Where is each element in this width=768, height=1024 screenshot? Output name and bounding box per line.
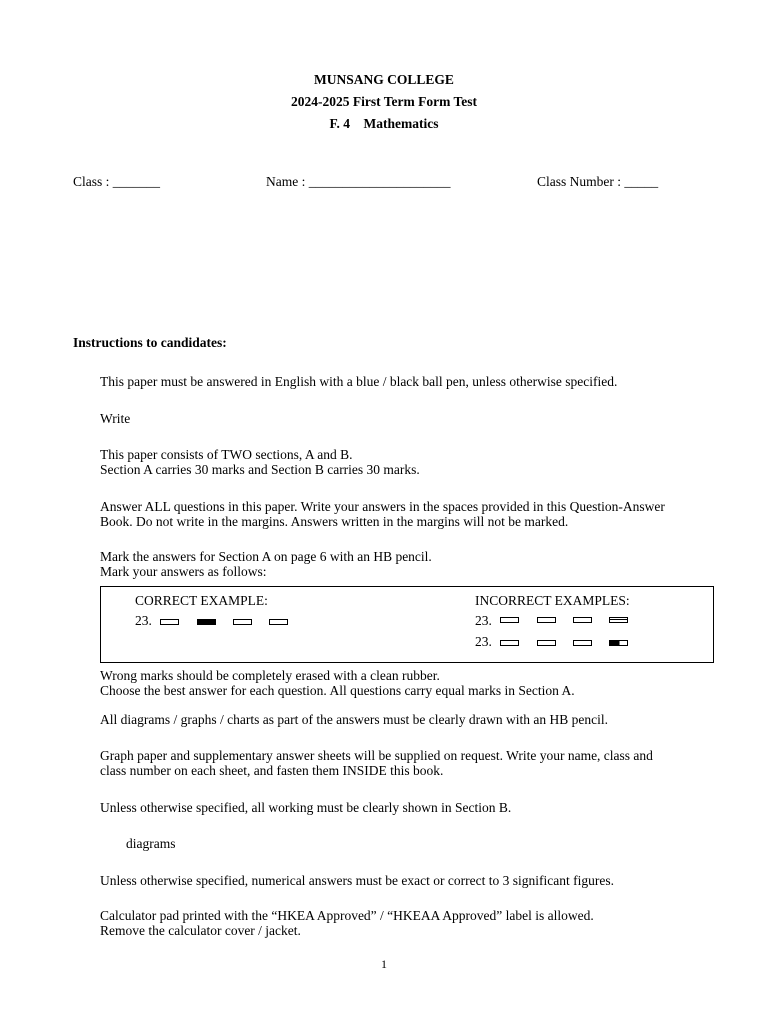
answer-bubble — [537, 640, 556, 646]
instruction-answer-all — [100, 499, 665, 529]
question-number: 23. — [475, 613, 492, 628]
form-subject — [0, 116, 768, 132]
instruction-calculator-line1: Calculator pad printed with the “HKEA Approved” / “HKEAA Approved” label is allowed. — [100, 908, 594, 923]
instruction-diagrams-note: diagrams — [126, 836, 176, 851]
answer-bubble — [233, 619, 252, 625]
answer-bubble — [160, 619, 179, 625]
instruction-erase — [100, 668, 575, 698]
name-field[interactable]: Name : _____________________ — [266, 174, 451, 189]
incorrect-example-row — [475, 634, 655, 650]
answer-bubble-striped — [609, 617, 628, 623]
instruction-sections-line2: Section A carries 30 marks and Section B carries 30 marks. — [100, 462, 420, 477]
instruction-graph-paper-line1: Graph paper and supplementary answer sheets will be supplied on request. Write your name, class and — [100, 748, 653, 763]
instruction-graph-paper-line2: class number on each sheet, and fasten them INSIDE this book. — [100, 763, 444, 778]
instruction-working: Unless otherwise specified, all working must be clearly shown in Section B. — [100, 800, 512, 815]
answer-bubble — [500, 617, 519, 623]
page-number: 1 — [381, 957, 387, 971]
instruction-erase-line2: Choose the best answer for each question. All questions carry equal marks in Section A. — [100, 683, 575, 698]
school-name: MUNSANG COLLEGE — [314, 72, 454, 87]
incorrect-examples-label: INCORRECT EXAMPLES: — [475, 593, 630, 608]
instruction-diagrams: All diagrams / graphs / charts as part of the answers must be clearly drawn with an HB pencil. — [100, 712, 608, 727]
instructions-heading: Instructions to candidates: — [73, 335, 227, 350]
answer-bubble — [269, 619, 288, 625]
answer-bubble-filled — [197, 619, 216, 625]
exam-title: 2024-2025 First Term Form Test — [291, 94, 477, 109]
incorrect-example-row — [475, 613, 655, 629]
marking-examples-box — [100, 586, 714, 663]
class-field[interactable]: Class : _______ — [73, 174, 161, 189]
instruction-answer-all-line1: Answer ALL questions in this paper. Write your answers in the spaces provided in this Question-Answer — [100, 499, 665, 514]
correct-example-row — [135, 613, 315, 629]
answer-bubble — [537, 617, 556, 623]
instruction-calculator — [100, 908, 594, 938]
form-label: F. 4 — [329, 116, 351, 131]
class-number-field[interactable]: Class Number : _____ — [537, 174, 659, 189]
instruction-sections-line1: This paper consists of TWO sections, A and B. — [100, 447, 353, 462]
instruction-erase-line1: Wrong marks should be completely erased with a clean rubber. — [100, 668, 440, 683]
instruction-graph-paper — [100, 748, 653, 778]
instruction-marking — [100, 549, 432, 579]
answer-bubble-partial — [609, 640, 628, 646]
instruction-language: This paper must be answered in English with a blue / black ball pen, unless otherwise specified. — [100, 374, 618, 389]
instruction-marking-line2: Mark your answers as follows: — [100, 564, 267, 579]
question-number: 23. — [475, 634, 492, 649]
correct-example-label: CORRECT EXAMPLE: — [135, 593, 268, 608]
instruction-numerical: Unless otherwise specified, numerical answers must be exact or correct to 3 significant figures. — [100, 873, 614, 888]
answer-bubble — [500, 640, 519, 646]
instruction-sections — [100, 447, 420, 477]
answer-bubble — [573, 640, 592, 646]
answer-bubble — [573, 617, 592, 623]
instruction-answer-all-line2: Book. Do not write in the margins. Answers written in the margins will not be marked. — [100, 514, 569, 529]
instruction-marking-line1: Mark the answers for Section A on page 6 with an HB pencil. — [100, 549, 432, 564]
instruction-write: Write — [100, 411, 131, 426]
question-number: 23. — [135, 613, 152, 628]
subject-label: Mathematics — [363, 116, 439, 131]
instruction-calculator-line2: Remove the calculator cover / jacket. — [100, 923, 301, 938]
